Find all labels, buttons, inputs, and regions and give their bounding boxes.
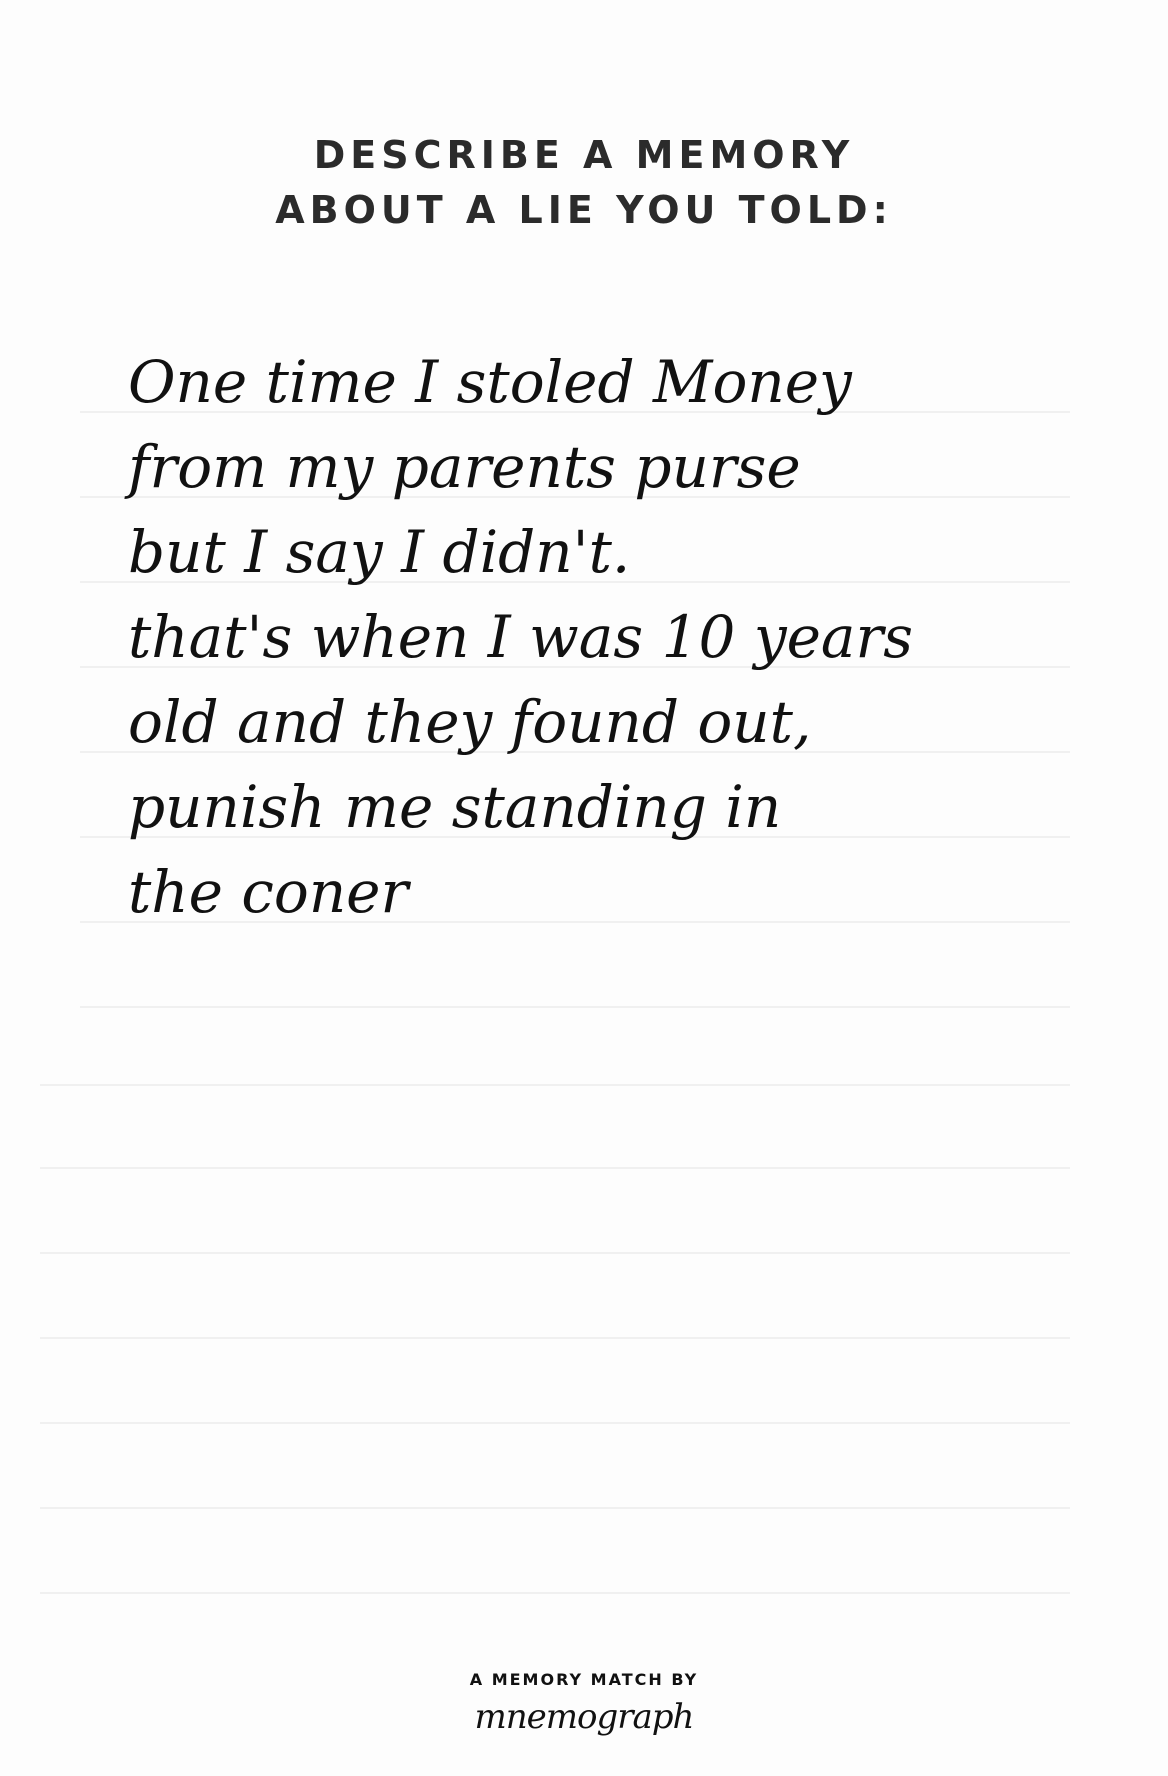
handwritten-line: but I say I didn't.	[128, 518, 631, 586]
handwritten-answer	[128, 340, 1048, 935]
handwritten-line: old and they found out,	[128, 688, 812, 756]
prompt-line-1: DESCRIBE A MEMORY	[313, 133, 855, 177]
handwritten-line: the coner	[128, 858, 409, 926]
brand-logo: mnemograph	[474, 1697, 694, 1737]
handwritten-line: from my parents purse	[128, 433, 801, 501]
footer-label: A MEMORY MATCH BY	[469, 1670, 699, 1689]
handwritten-line: punish me standing in	[128, 773, 782, 841]
prompt-line-2: ABOUT A LIE YOU TOLD:	[275, 188, 893, 232]
footer	[0, 1670, 1168, 1737]
handwritten-line: One time I stoled Money	[128, 348, 852, 416]
prompt-heading	[0, 128, 1168, 238]
handwritten-line: that's when I was 10 years	[128, 603, 913, 671]
